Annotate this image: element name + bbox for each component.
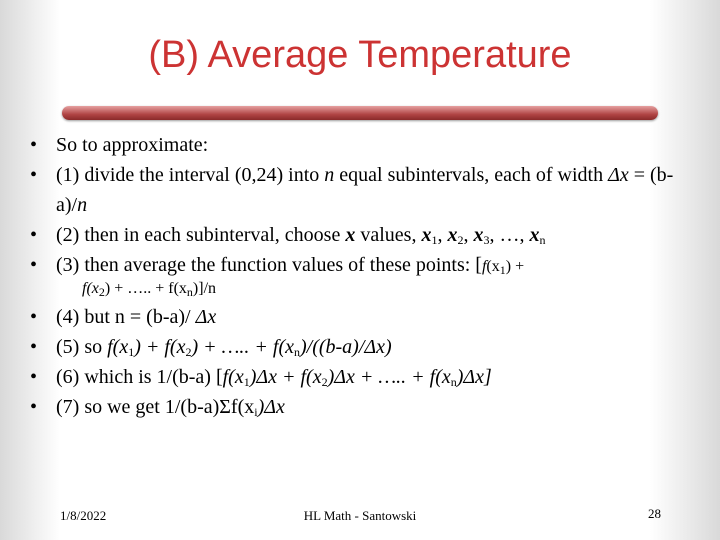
bullet-text: (2) then in each subinterval, choose x values, $x_1$, $x_2$, $x_3$, …, $x_n$ bbox=[56, 224, 546, 247]
bullet-continuation: $f(x_2)$ + ….. + $f(x_n)]/n$ bbox=[82, 280, 217, 299]
page-number: 28 bbox=[648, 506, 661, 521]
bullet-dot: • bbox=[30, 224, 38, 246]
bullet-item bbox=[30, 332, 695, 362]
bullet-item bbox=[30, 362, 695, 392]
bullet-item bbox=[30, 130, 695, 160]
footer-course: HL Math - Santowski bbox=[303, 508, 417, 523]
bullet-item bbox=[30, 220, 695, 250]
bullet-dot: • bbox=[30, 306, 38, 328]
bullet-item bbox=[30, 160, 695, 220]
bullet-dot: • bbox=[30, 134, 38, 156]
bullet-list bbox=[30, 130, 695, 422]
footer-date: 1/8/2022 bbox=[60, 508, 107, 523]
title-divider-bar bbox=[62, 106, 658, 120]
bullet-item bbox=[30, 392, 695, 422]
bullet-text: (5) so $f(x_1) + f(x_2)$ + ….. + $f(x_n)/((b-a)/\Delta x)$ bbox=[56, 336, 392, 359]
bullet-dot: • bbox=[30, 254, 38, 276]
bullet-item bbox=[30, 302, 695, 332]
bullet-dot: • bbox=[30, 396, 38, 418]
bullet-text: (1) divide the interval (0,24) into n equal subintervals, each of width Δx = (b-a)/n bbox=[56, 164, 674, 216]
bullet-text: (7) so we get $1/(b-a)\Sigma f(x_i)\Delta x$ bbox=[56, 396, 285, 419]
bullet-dot: • bbox=[30, 336, 38, 358]
bullet-text: (6) which is 1/(b-a) [$f(x_1)\Delta x + f(x_2)\Delta x$ + ….. + $f(x_n)\Delta x$] bbox=[56, 366, 492, 389]
slide-title: (B) Average Temperature bbox=[148, 34, 572, 76]
bullet-text: (3) then average the function values of these points: [$f(x_1)$ + bbox=[56, 254, 525, 277]
bullet-text: (4) but n = (b-a)/ Δx bbox=[56, 306, 217, 328]
bullet-dot: • bbox=[30, 164, 38, 186]
bullet-text: So to approximate: bbox=[56, 134, 209, 156]
bullet-dot: • bbox=[30, 366, 38, 388]
